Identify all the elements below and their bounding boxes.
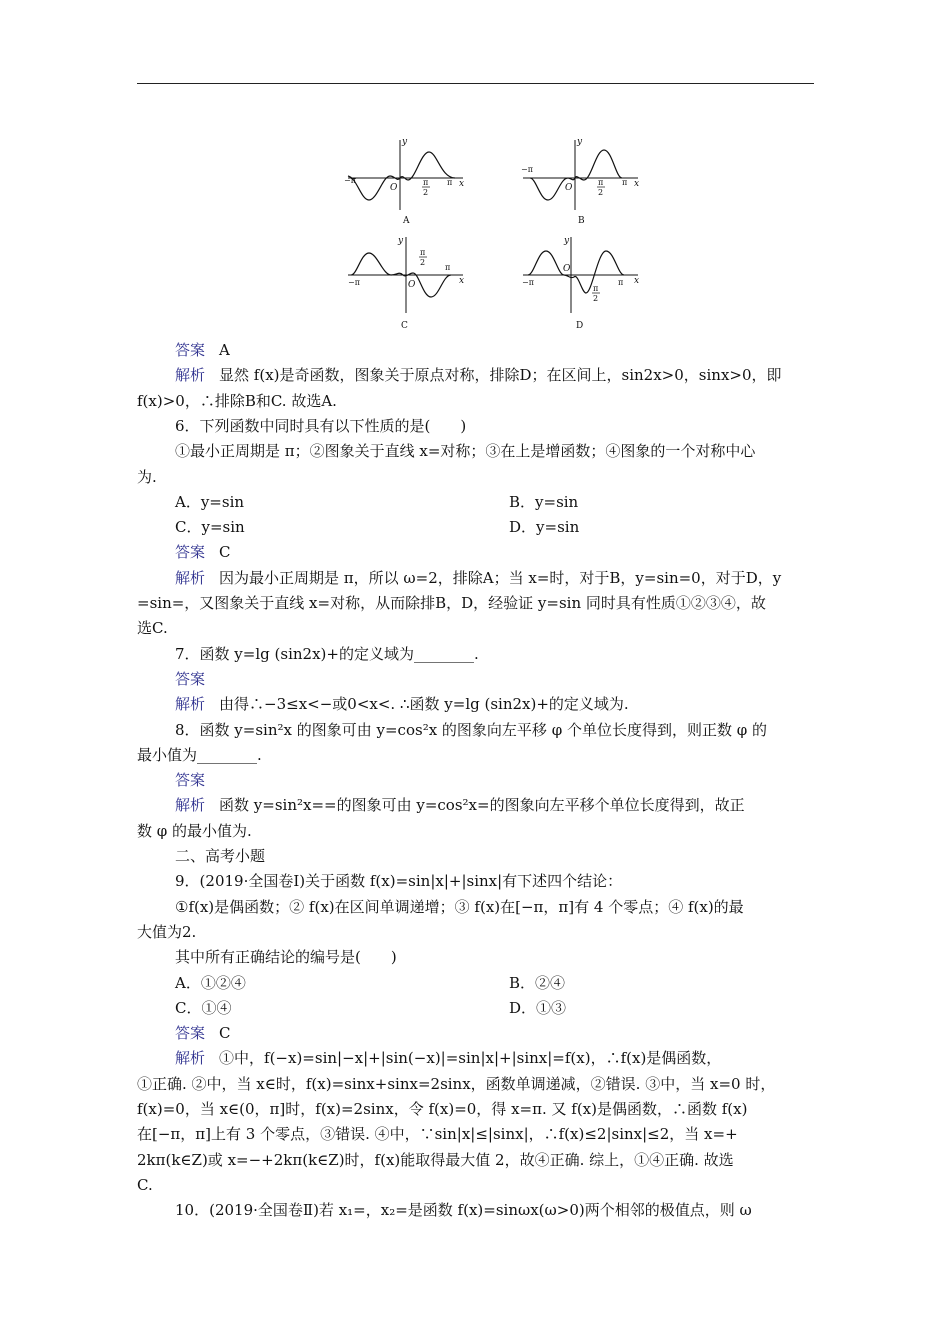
origin-label: O [565,183,573,193]
line-text: ①最小正周期是 π；②图象关于直线 x=对称；③在上是增函数；④图象的一个对称中心 [175,442,756,460]
answer-keyword: 解析 [175,796,206,814]
text-line [175,340,230,360]
text-line [137,1099,747,1119]
line-text: 显然 f(x)是奇函数，图象关于原点对称，排除D；在区间上，sin2x>0，sinx>0，即 [219,366,782,384]
line-text: 2kπ(k∈Z)或 x=−+2kπ(k∈Z)时，f(x)能取得最大值 2，故④正确. 综上，①④正确. 故选 [137,1151,734,1169]
y-label: y [402,137,408,147]
panel-label: D [576,321,584,331]
y-label: y [577,137,583,147]
text-line [175,517,245,537]
line-text: 其中所有正确结论的编号是( ) [175,948,397,966]
pi-half-num: π [423,178,429,187]
text-line [175,897,744,917]
curve-d [528,251,624,293]
text-line [137,593,766,613]
panel-label: B [578,216,585,226]
line-text: C [219,1024,231,1042]
text-line [137,1175,153,1195]
curve-b [530,150,622,200]
line-text: 二、高考小题 [175,847,266,865]
x-label: x [634,276,640,286]
text-line [137,618,168,638]
text-line [175,871,622,891]
text-line [175,416,466,436]
graph-panel-d [522,236,639,331]
pi-label: π [618,278,624,287]
line-text: ①正确. ②中，当 x∈时，f(x)=sinx+sinx=2sinx，函数单调递减，②错误. ③中，当 x=0 时， [137,1075,776,1093]
line-text: f(x)>0，∴排除B和C. 故选A. [137,392,337,410]
origin-label: O [408,280,416,290]
graph-panel-c [348,236,464,331]
text-line [175,1023,231,1043]
curve-a [348,152,455,200]
line-text: C [219,543,231,561]
line-text: 选C. [137,619,168,637]
line-text: 8．函数 y=sin²x 的图象可由 y=cos²x 的图象向左平移 φ 个单位长度得到，则正数 φ 的 [175,721,768,739]
option-right: D．①③ [509,999,567,1017]
answer-keyword: 答案 [175,543,206,561]
line-text: C. [137,1176,153,1194]
text-line [137,1150,734,1170]
pi-half-den: 2 [420,258,426,267]
text-line [175,973,246,993]
graph-panel-b [521,137,639,226]
line-text: A [219,341,230,359]
panel-label: C [401,321,408,331]
line-text: 为. [137,468,157,486]
pi-label: π [622,178,628,187]
line-text: ①中，f(−x)=sin|−x|+|sin(−x)|=sin|x|+|sinx|=f(x)，∴f(x)是偶函数， [219,1049,722,1067]
pi-half-den: 2 [598,188,604,197]
text-line [175,1048,721,1068]
text-line [175,846,265,866]
text-line [175,1200,752,1220]
text-line [175,795,745,815]
pi-label: π [447,178,453,187]
answer-keyword: 解析 [175,569,206,587]
x-label: x [459,179,465,189]
answer-keyword: 答案 [175,341,206,359]
line-text: 大值为2. [137,923,197,941]
x-label: x [459,276,465,286]
neg-pi-label: −π [522,278,534,287]
y-label: y [564,236,570,246]
function-graphs-figure [343,128,648,333]
neg-pi-label: −π [348,278,360,287]
line-text: 数 φ 的最小值为. [137,822,252,840]
line-text: 6．下列函数中同时具有以下性质的是( ) [175,417,467,435]
line-text: 因为最小正周期是 π，所以 ω=2，排除A；当 x=时，对于B，y=sin=0，对于D，y [219,569,782,587]
text-line [137,1124,738,1144]
panel-label: A [403,216,410,226]
text-line [175,669,219,689]
text-line [137,922,196,942]
line-text: A．①②④ [175,974,246,992]
pi-half-num: π [598,178,604,187]
option-right: B．②④ [509,974,566,992]
text-line [137,821,252,841]
y-label: y [398,236,404,246]
text-line [175,947,397,967]
text-line [175,998,231,1018]
answer-keyword: 解析 [175,1049,206,1067]
x-label: x [634,179,640,189]
text-line [175,542,231,562]
line-text: C．①④ [175,999,232,1017]
line-text: ①f(x)是偶函数；② f(x)在区间单调递增；③ f(x)在[−π，π]有 4 个零点；④ f(x)的最 [175,898,744,916]
graphs-svg [343,128,648,333]
line-text: f(x)=0，当 x∈(0，π]时，f(x)=2sinx，令 f(x)=0，得 x=π. 又 f(x)是偶函数，∴函数 f(x) [137,1100,748,1118]
line-text: =sin=，又图象关于直线 x=对称，从而除排B，D，经验证 y=sin 同时具有性质①②③④，故 [137,594,766,612]
text-line [175,720,767,740]
pi-half-den: 2 [423,188,429,197]
option-right: D．y=sin [509,518,580,536]
answer-keyword: 答案 [175,771,206,789]
line-text: 7．函数 y=lg (sin2x)+的定义域为________. [175,645,479,663]
answer-keyword: 答案 [175,670,206,688]
line-text: C．y=sin [175,518,245,536]
text-line [175,492,244,512]
option-right: B．y=sin [509,493,579,511]
line-text: 函数 y=sin²x==的图象可由 y=cos²x=的图象向左平移个单位长度得到，故正 [219,796,745,814]
neg-pi-label: −π [521,165,533,174]
text-line [137,745,262,765]
answer-keyword: 答案 [175,1024,206,1042]
text-line [175,694,629,714]
pi-half-num: π [593,284,599,293]
pi-half-den: 2 [593,294,599,303]
origin-label: O [563,264,571,274]
neg-pi-label: −π [344,176,356,185]
answer-keyword: 解析 [175,695,206,713]
line-text: 在[−π，π]上有 3 个零点，③错误. ④中，∵sin|x|≤|sinx|，∴f(x)≤2|sinx|≤2，当 x=+ [137,1125,738,1143]
text-line [137,1074,775,1094]
text-line [175,441,755,461]
origin-label: O [390,183,398,193]
line-text: A．y=sin [175,493,245,511]
answer-keyword: 解析 [175,366,206,384]
pi-half-num: π [420,248,426,257]
line-text: 最小值为________. [137,746,262,764]
text-line [137,467,157,487]
header-rule [137,83,814,84]
line-text: 10．(2019·全国卷Ⅱ)若 x₁=，x₂=是函数 f(x)=sinωx(ω>0)两个相邻的极值点，则 ω [175,1201,752,1219]
graph-panel-a [344,137,464,226]
text-line [175,568,781,588]
pi-label: π [445,263,451,272]
text-line [175,644,479,664]
line-text: 9．(2019·全国卷Ⅰ)关于函数 f(x)=sin|x|+|sinx|有下述四个结论： [175,872,623,890]
text-line [175,365,782,385]
line-text: 由得∴−3≤x<−或0<x<. ∴函数 y=lg (sin2x)+的定义域为. [219,695,629,713]
text-line [175,770,219,790]
text-line [137,391,337,411]
